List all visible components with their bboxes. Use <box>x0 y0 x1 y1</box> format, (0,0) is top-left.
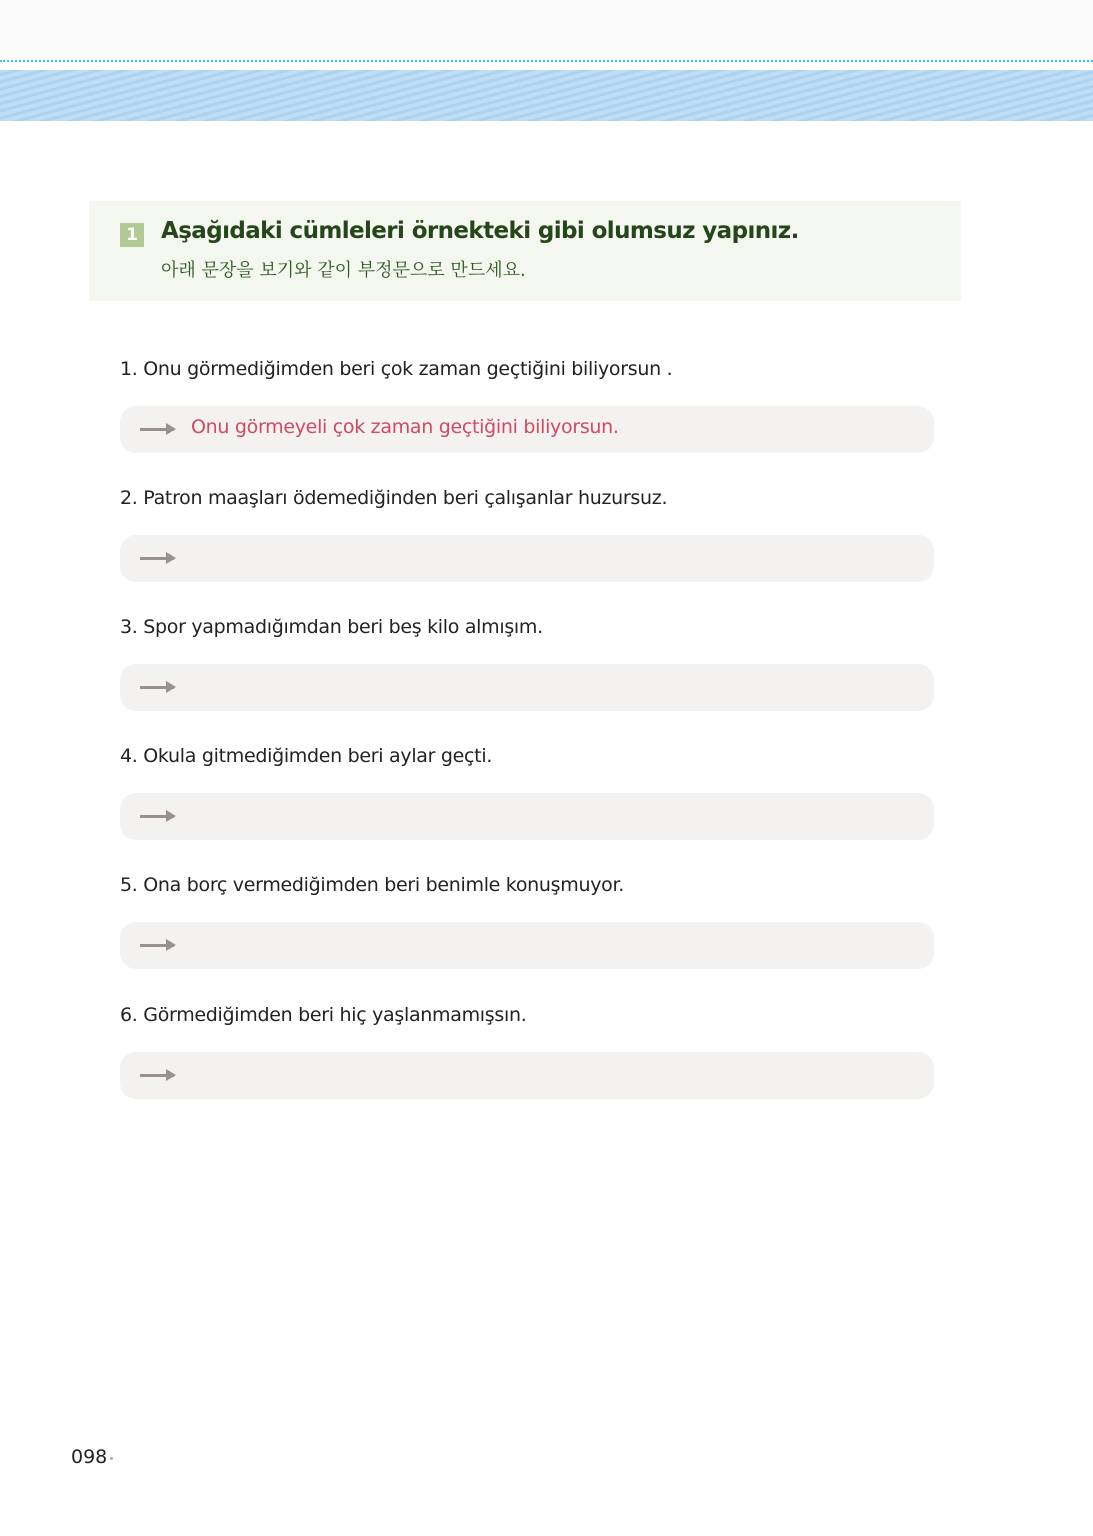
decorative-stripe-band <box>0 70 1093 121</box>
top-margin <box>0 0 1093 62</box>
exercise-subtitle: 아래 문장을 보기와 같이 부정문으로 만드세요. <box>161 260 526 281</box>
exercise-header <box>89 201 961 301</box>
answer-field-4[interactable] <box>120 793 934 840</box>
exercise-title: Aşağıdaki cümleleri örnekteki gibi olumsuz yapınız. <box>161 218 799 244</box>
arrow-icon <box>140 815 174 818</box>
arrow-icon <box>140 686 174 689</box>
exercise-number: 1 <box>120 223 144 247</box>
question-6: 6. Görmediğimden beri hiç yaşlanmamışsın. <box>120 1004 527 1026</box>
answer-text: Onu görmeyeli çok zaman geçtiğini biliyorsun. <box>191 416 619 438</box>
arrow-icon <box>140 557 174 560</box>
question-3: 3. Spor yapmadığımdan beri beş kilo almışım. <box>120 616 543 638</box>
answer-field-3[interactable] <box>120 664 934 711</box>
question-2: 2. Patron maaşları ödemediğinden beri çalışanlar huzursuz. <box>120 487 668 509</box>
answer-field-1[interactable] <box>120 406 934 453</box>
answer-field-2[interactable] <box>120 535 934 582</box>
page-dot <box>110 1457 113 1460</box>
page-number: 098 <box>71 1446 108 1468</box>
question-1: 1. Onu görmediğimden beri çok zaman geçtiğini biliyorsun . <box>120 358 673 380</box>
answer-field-6[interactable] <box>120 1052 934 1099</box>
arrow-icon <box>140 428 174 431</box>
arrow-icon <box>140 944 174 947</box>
arrow-icon <box>140 1074 174 1077</box>
question-4: 4. Okula gitmediğimden beri aylar geçti. <box>120 745 493 767</box>
question-5: 5. Ona borç vermediğimden beri benimle konuşmuyor. <box>120 874 624 896</box>
answer-field-5[interactable] <box>120 922 934 969</box>
